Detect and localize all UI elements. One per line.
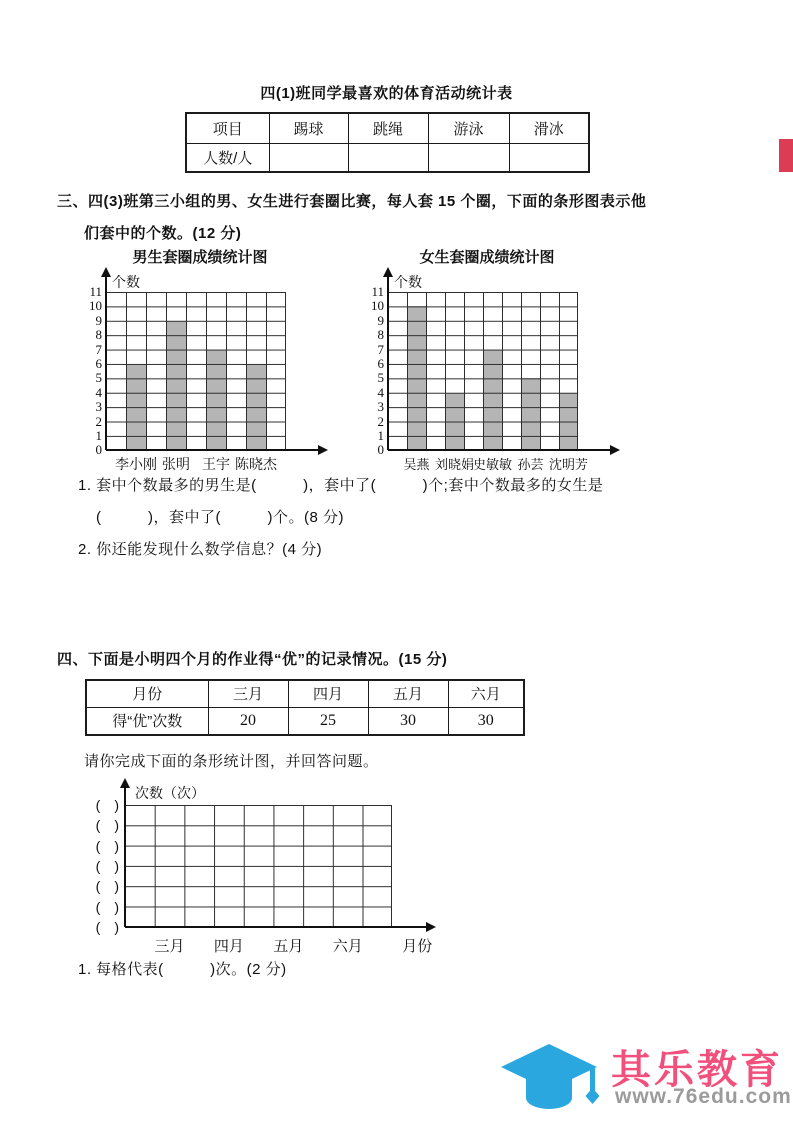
value-cell: 25 [288,707,368,735]
table2-row-label: 得“优”次数 [86,707,208,735]
empty-bar-chart-grid [58,772,478,957]
table1-header-cell: 滑冰 [509,113,589,143]
x-axis-line [388,449,612,451]
y-axis-label: 次数（次） [135,785,205,801]
table2-header-cell: 四月 [288,680,368,707]
y-axis-arrow [120,778,130,788]
y-axis-tick: 0 [95,442,102,458]
table1-title: 四(1)班同学最喜欢的体育活动统计表 [260,85,513,102]
table2-header-cell: 三月 [208,680,288,707]
bar-label: 史敏敏 [472,457,513,473]
x-axis-arrow [318,445,328,455]
bar-label: 吴燕 [403,457,430,473]
chart-grid [388,292,578,450]
table-row [86,707,524,735]
bar-label: 孙芸 [517,457,544,473]
y-axis-placeholder: ( ) [95,797,119,813]
table2-header-cell: 五月 [368,680,448,707]
table-row [86,680,524,707]
section4-question1: 1. 每格代表( )次。(2 分) [78,961,287,978]
y-axis-tick: 2 [377,413,384,429]
y-axis-arrow [383,267,393,277]
y-axis-tick: 6 [377,356,384,371]
x-axis-label: 月份 [402,937,433,955]
bar-label: 李小刚 [115,456,157,473]
answer-cell [509,143,589,172]
section3-question1-line1: 1. 套中个数最多的男生是( )，套中了( )个;套中个数最多的女生是 [78,477,604,494]
month-label: 四月 [213,937,244,955]
x-axis-arrow [610,445,620,455]
y-axis-tick: 1 [95,428,102,443]
y-axis-line [105,276,107,450]
bar-label: 刘晓娟 [434,457,475,473]
y-axis-tick: 3 [95,399,102,415]
table1-header-cell: 踢球 [269,113,348,143]
y-axis-placeholder: ( ) [95,878,119,895]
answer-cell [348,143,428,172]
table1-row-label: 人数/人 [186,143,269,172]
brand-url: www.76edu.com [615,1085,792,1108]
y-axis-tick: 7 [377,341,384,357]
table2-header-cell: 六月 [448,680,524,707]
month-label: 五月 [273,937,304,955]
boys-chart-title: 男生套圈成绩统计图 [132,249,268,266]
x-axis-arrow [426,922,436,932]
answer-cell [269,143,348,172]
y-axis-label: 个数 [112,274,140,290]
homework-record-table [85,679,525,736]
y-axis-tick: 11 [89,284,102,299]
y-axis-tick: 10 [89,298,102,314]
y-axis-placeholder: ( ) [95,857,119,874]
section3-question1-line2: ( )，套中了( )个。(8 分) [96,509,344,526]
y-axis-tick: 8 [377,327,384,343]
y-axis-tick: 1 [377,428,384,443]
bar-label: 陈晓杰 [235,456,277,473]
bar-label: 张明 [162,456,190,473]
y-axis-tick: 7 [95,341,102,357]
section3-question2: 2. 你还能发现什么数学信息？(4 分) [78,541,323,558]
y-axis-arrow [101,267,111,277]
answer-cell [428,143,509,172]
y-axis-tick: 2 [95,413,102,429]
table1-header-cell: 跳绳 [348,113,428,143]
table1-header-cell: 项目 [186,113,269,143]
section4-instruction: 请你完成下面的条形统计图，并回答问题。 [84,753,379,770]
x-axis-line [125,926,428,928]
y-axis-tick: 5 [95,370,102,386]
y-axis-line [124,787,126,927]
month-label: 三月 [154,937,185,955]
y-axis-placeholder: ( ) [95,817,119,834]
boys-bar-chart [80,268,360,478]
table2-header-cell: 月份 [86,680,208,707]
y-axis-tick: 3 [377,399,384,415]
table-row [186,113,589,143]
section3-heading-line1: 三、四(3)班第三小组的男、女生进行套圈比赛，每人套 15 个圈，下面的条形图表示他 [57,193,647,210]
y-axis-tick: 4 [95,384,102,400]
value-cell: 30 [368,707,448,735]
bar-label: 王宇 [202,456,230,473]
y-axis-placeholder: ( ) [95,918,119,935]
girls-chart-title: 女生套圈成绩统计图 [419,249,555,266]
y-axis-tick: 4 [377,384,384,400]
y-axis-tick: 6 [95,356,102,371]
graduation-cap-icon [495,1038,603,1118]
table1-header-cell: 游泳 [428,113,509,143]
section4-heading: 四、下面是小明四个月的作业得“优”的记录情况。(15 分) [57,651,448,668]
x-axis-line [106,449,320,451]
y-axis-placeholder: ( ) [95,898,119,915]
section3-heading-line2: 们套中的个数。(12 分) [84,225,242,242]
brand-name: 其乐教育 [611,1048,783,1092]
y-axis-tick: 5 [377,370,384,386]
y-axis-tick: 0 [377,442,384,458]
girls-bar-chart [362,268,652,478]
y-axis-tick: 10 [371,298,384,314]
chart-grid [106,292,286,450]
y-axis-tick: 8 [95,327,102,343]
bar-label: 沈明芳 [548,457,589,473]
y-axis-line [387,276,389,450]
chart-grid [125,805,392,927]
table-row [186,143,589,172]
y-axis-label: 个数 [394,274,422,290]
month-label: 六月 [332,937,363,955]
page-edge-tab [779,139,793,172]
sports-survey-table [185,112,590,173]
y-axis-tick: 9 [95,312,102,328]
y-axis-tick: 9 [377,312,384,328]
y-axis-tick: 11 [371,284,384,299]
value-cell: 20 [208,707,288,735]
footer-logo [495,1038,793,1118]
y-axis-placeholder: ( ) [95,837,119,854]
value-cell: 30 [448,707,524,735]
